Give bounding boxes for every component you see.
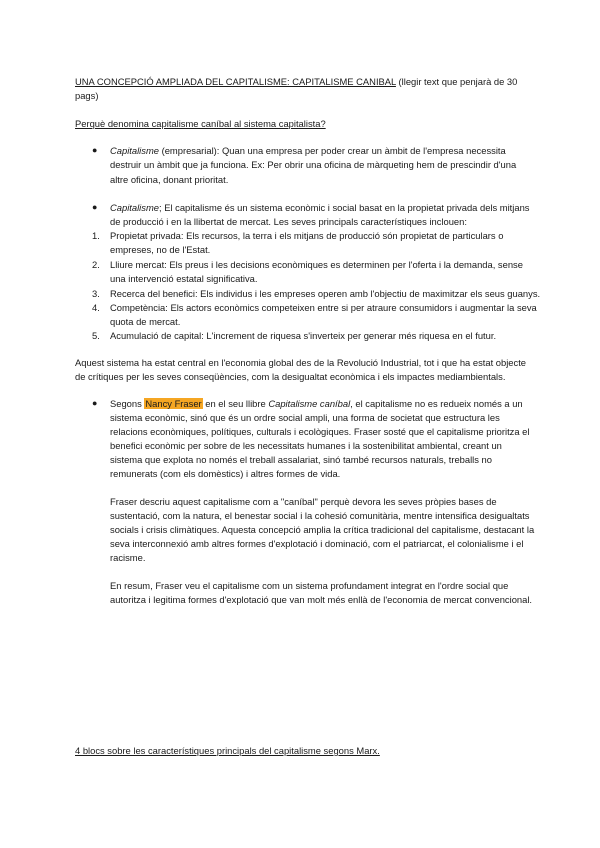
paragraph1-line2: de crítiques per les seves conseqüències, com la desigualtat econòmica i els impactes mediambientals. (75, 371, 506, 382)
bullet1-text: (empresarial): Quan una empresa per poder crear un àmbit de l'empresa necessita (158, 145, 506, 156)
bullet3-line3: relacions econòmiques, polítiques, culturals i ecològiques. Fraser sosté que el capitalisme prioritza el (110, 426, 530, 437)
paragraph2-line5: racisme. (110, 552, 146, 563)
title-note: (llegir text que penjarà de 30 (395, 76, 518, 87)
bullet1-line2: destruir un àmbit que ja funciona. Ex: Per obrir una oficina de màrqueting hem de prescindir d'una (110, 159, 517, 170)
bullet3-line1 (110, 397, 523, 412)
highlighted-author-name: Nancy Fraser (145, 398, 202, 409)
book-title: Capitalisme caníbal (268, 398, 351, 409)
list-number: 1. (92, 230, 100, 241)
list-item-5-line1: Acumulació de capital: L'increment de riquesa s'inverteix per generar més riquesa en el futur. (110, 330, 497, 341)
list-item-4-line1: Competència: Els actors econòmics competeixen entre si per atraure consumidors i augmentar la seva (110, 302, 537, 313)
bullet2-line2: de producció i en la llibertat de mercat. Les seves principals característiques inclouen: (110, 216, 467, 227)
paragraph2-line3: socials i crisis climàtiques. Aquesta concepció amplia la crítica tradicional del capitalisme, destacant la (110, 524, 535, 535)
list-number: 4. (92, 302, 100, 313)
title-note-continuation: pags) (75, 90, 99, 101)
bullet1-line1 (110, 144, 506, 159)
list-number: 5. (92, 330, 100, 341)
section-heading-marx: 4 blocs sobre les característiques principals del capitalisme segons Marx. (75, 745, 380, 756)
paragraph2-line4: seva interconnexió amb altres formes d'explotació i dominació, com el patriarcat, el colonialisme i el (110, 538, 524, 549)
question-heading: Perquè denomina capitalisme caníbal al sistema capitalista? (75, 118, 326, 129)
bullet1-term: Capitalisme (110, 145, 159, 156)
list-item-2-line2: una intervenció estatal significativa. (110, 273, 258, 284)
list-number: 3. (92, 288, 100, 299)
paragraph1-line1: Aquest sistema ha estat central en l'economia global des de la Revolució Industrial, tot i que ha estat objecte (75, 357, 527, 368)
bullet3-mid: en el seu llibre (202, 398, 269, 409)
paragraph2-line1: Fraser descriu aquest capitalisme com a "caníbal" perquè devora les seves pròpies bases de (110, 496, 497, 507)
bullet-icon: ● (92, 398, 98, 408)
list-item-4-line2: quota de mercat. (110, 316, 181, 327)
paragraph2-line2: sustentació, com la natura, el benestar social i la cohesió comunitària, mentre intensifica desigualtats (110, 510, 530, 521)
bullet3-rest: , el capitalisme no es redueix només a un (350, 398, 523, 409)
list-item-3-line1: Recerca del benefici: Els individus i les empreses operen amb l'objectiu de maximitzar els seus guanys. (110, 288, 541, 299)
list-item-2-line1: Lliure mercat: Els preus i les decisions econòmiques es determinen per l'oferta i la demanda, sense (110, 259, 523, 270)
bullet2-text: ; El capitalisme és un sistema econòmic i social basat en la propietat privada dels mitjans (158, 202, 530, 213)
document-title (75, 75, 517, 90)
bullet-icon: ● (92, 145, 98, 155)
bullet3-line5: sistema que explota no només el treball assalariat, sinó també recursos naturals, treballs no (110, 454, 492, 465)
paragraph3-line1: En resum, Fraser veu el capitalisme com un sistema profundament integrat en l'ordre social que (110, 580, 509, 591)
bullet2-line1 (110, 201, 529, 216)
bullet3-prefix: Segons (110, 398, 145, 409)
list-item-1-line2: empreses, no de l'Estat. (110, 244, 211, 255)
list-item-1-line1: Propietat privada: Els recursos, la terra i els mitjans de producció són propietat de particulars o (110, 230, 504, 241)
list-number: 2. (92, 259, 100, 270)
paragraph3-line2: autoritza i legitima formes d'explotació que van molt més enllà de l'economia de mercat convencional. (110, 594, 533, 605)
bullet1-line3: altre oficina, donant prioritat. (110, 174, 229, 185)
title-main: UNA CONCEPCIÓ AMPLIADA DEL CAPITALISME: CAPITALISME CANIBAL (75, 76, 396, 87)
bullet3-line4: benefici econòmic per sobre de les necessitats humanes i la sostenibilitat ambiental, creant un (110, 440, 502, 451)
bullet2-term: Capitalisme (110, 202, 159, 213)
bullet3-line6: remunerats (com els domèstics) i altres formes de vida. (110, 468, 341, 479)
bullet-icon: ● (92, 202, 98, 212)
bullet3-line2: sistema econòmic, sinó que és un ordre social ampli, una forma de societat que estructura les (110, 412, 500, 423)
